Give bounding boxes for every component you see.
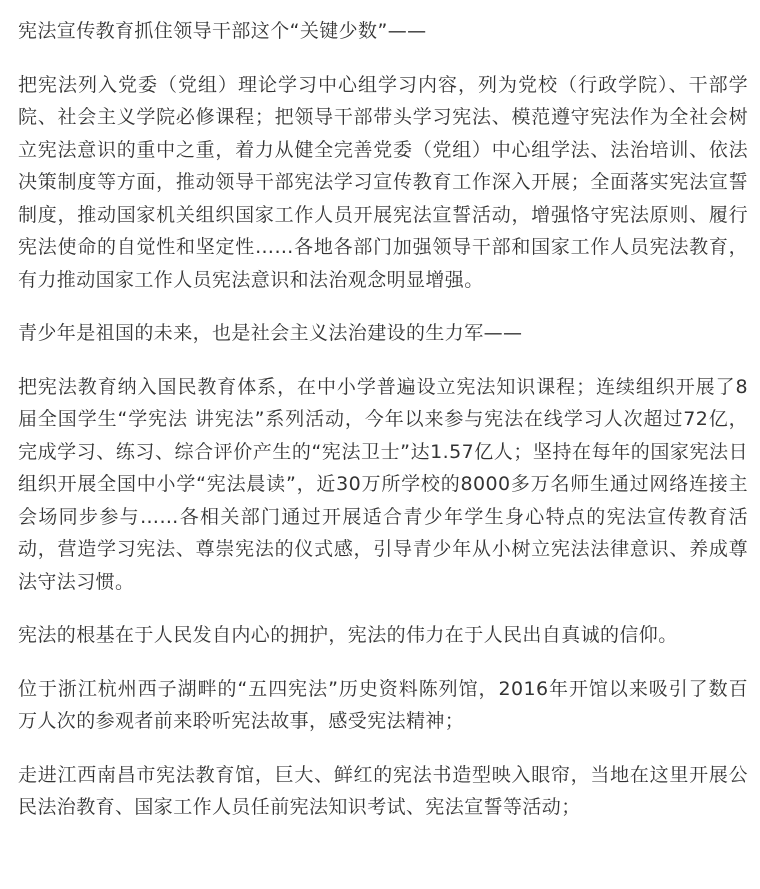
article-paragraph: 宪法宣传教育抓住领导干部这个“关键少数”——: [18, 20, 427, 42]
article-paragraph: 把宪法教育纳入国民教育体系，在中小学普遍设立宪法知识课程；连续组织开展了8届全国学生“学宪法 讲宪法”系列活动，今年以来参与宪法在线学习人次超过72亿，完成学习、练习、综合评价产生的“宪法卫士”达1.57亿人；坚持在每年的国家宪法日组织开展全国中小学“宪法晨读”，近30万所学校的8000多万名师生通过网络连接主会场同步参与……各相关部门通过开展适合青少年学生身心特点的宪法宣传教育活动，营造学习宪法、尊崇宪法的仪式感，引导青少年从小树立宪法法律意识、养成尊法守法习惯。: [18, 375, 748, 593]
article-paragraph: 走进江西南昌市宪法教育馆，巨大、鲜红的宪法书造型映入眼帘，当地在这里开展公民法治教育、国家工作人员任前宪法知识考试、宪法宣誓等活动；: [18, 763, 748, 818]
article-paragraph: 把宪法列入党委（党组）理论学习中心组学习内容，列为党校（行政学院）、干部学院、社会主义学院必修课程；把领导干部带头学习宪法、模范遵守宪法作为全社会树立宪法意识的重中之重，着力从健全完善党委（党组）中心组学法、法治培训、依法决策制度等方面，推动领导干部宪法学习宣传教育工作深入开展；全面落实宪法宣誓制度，推动国家机关组织国家工作人员开展宪法宣誓活动，增强恪守宪法原则、履行宪法使命的自觉性和坚定性……各地各部门加强领导干部和国家工作人员宪法教育，有力推动国家工作人员宪法意识和法治观念明显增强。: [18, 73, 748, 291]
article-paragraph: 宪法的根基在于人民发自内心的拥护，宪法的伟力在于人民出自真诚的信仰。: [18, 624, 678, 646]
article-paragraph: 位于浙江杭州西子湖畔的“五四宪法”历史资料陈列馆，2016年开馆以来吸引了数百万人次的参观者前来聆听宪法故事，感受宪法精神；: [18, 677, 748, 732]
article-paragraph: 青少年是祖国的未来，也是社会主义法治建设的生力军——: [18, 322, 523, 344]
